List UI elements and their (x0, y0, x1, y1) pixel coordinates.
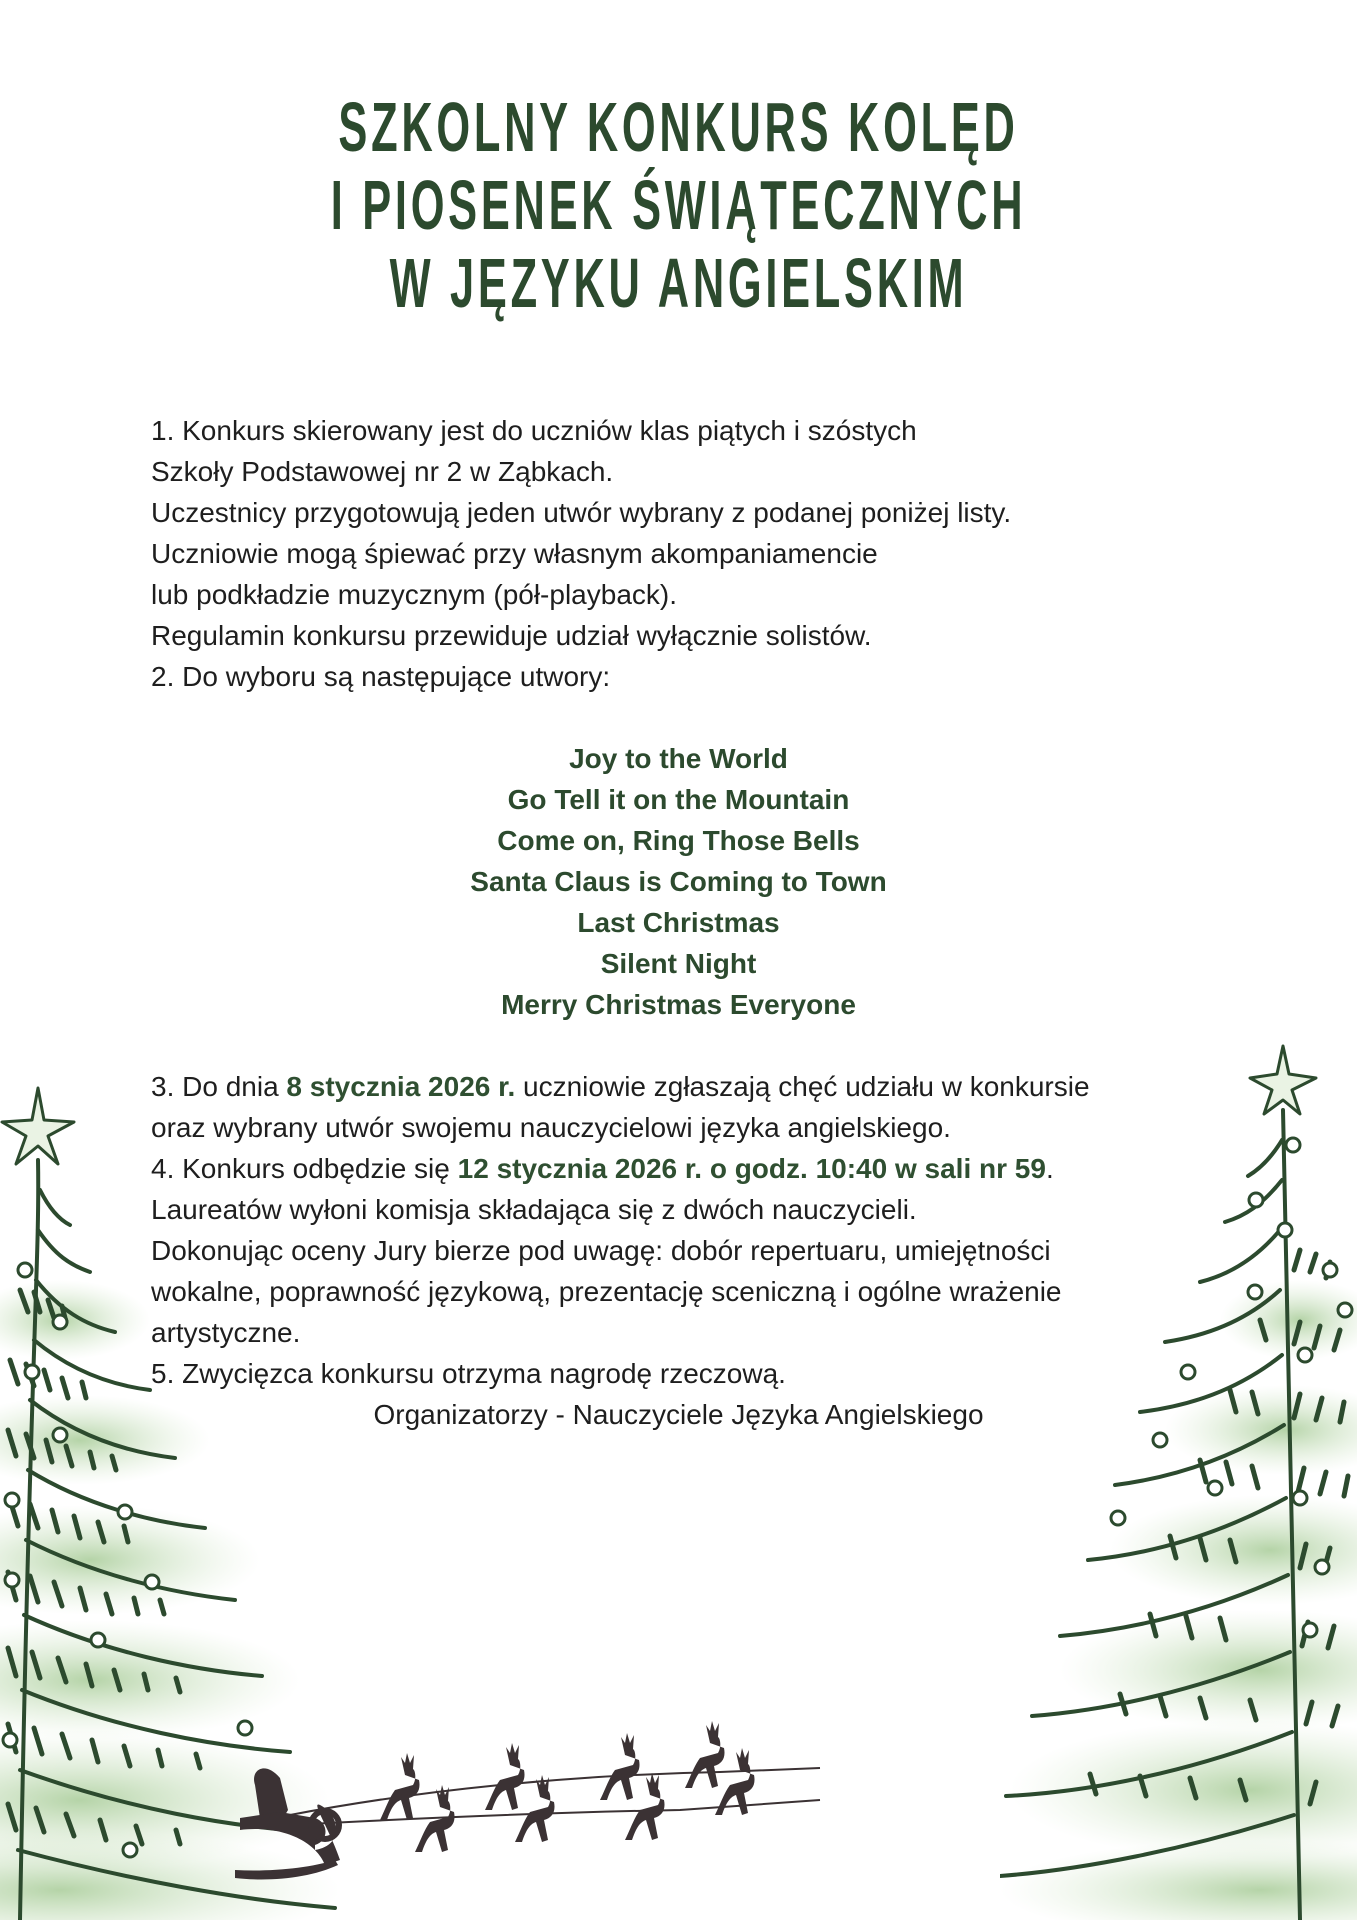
song-item: Merry Christmas Everyone (501, 989, 856, 1020)
rule-3-line-1 (151, 1066, 1231, 1107)
song-item: Last Christmas (577, 907, 780, 938)
rules-body (151, 410, 1231, 1435)
song-item: Santa Claus is Coming to Town (470, 866, 887, 897)
organizers-signature: Organizatorzy - Nauczyciele Języka Angielskiego (373, 1399, 984, 1430)
rule-1-line-3: Uczestnicy przygotowują jeden utwór wybrany z podanej poniżej listy. (151, 497, 1012, 528)
sleigh-icon (235, 1768, 340, 1879)
rule-4-prefix: 4. Konkurs odbędzie się (151, 1153, 458, 1184)
rule-4-line-3: Dokonując oceny Jury bierze pod uwagę: dobór repertuaru, umiejętności (151, 1235, 1051, 1266)
rule-1-line-4: Uczniowie mogą śpiewać przy własnym akompaniamencie (151, 538, 878, 569)
rule-4-line-2: Laureatów wyłoni komisja składająca się z dwóch nauczycieli. (151, 1194, 917, 1225)
star-icon (2, 1088, 74, 1164)
title-line-2: I PIOSENEK ŚWIĄTECZNYCH (330, 166, 1027, 244)
song-item: Silent Night (600, 948, 757, 979)
reindeer-icon (380, 1721, 755, 1852)
song-item: Go Tell it on the Mountain (507, 784, 850, 815)
page-title (0, 88, 1357, 322)
rule-2-intro: 2. Do wyboru są następujące utwory: (151, 661, 611, 692)
rule-1-line-5: lub podkładzie muzycznym (pół-playback). (151, 579, 677, 610)
rule-3-suffix: uczniowie zgłaszają chęć udziału w konkursie (515, 1071, 1090, 1102)
rule-4-suffix: . (1045, 1153, 1054, 1184)
star-icon (1250, 1046, 1316, 1114)
rule-3-line-2: oraz wybrany utwór swojemu nauczycielowi języka angielskiego. (151, 1112, 951, 1143)
rule-3-prefix: 3. Do dnia (151, 1071, 287, 1102)
rule-4-line-5: artystyczne. (151, 1317, 301, 1348)
song-item: Joy to the World (569, 743, 788, 774)
song-list (151, 738, 1206, 1025)
registration-deadline: 8 stycznia 2026 r. (286, 1071, 516, 1102)
rule-1-line-1: 1. Konkurs skierowany jest do uczniów klas piątych i szóstych (151, 415, 917, 446)
rule-1-line-6: Regulamin konkursu przewiduje udział wyłącznie solistów. (151, 620, 872, 651)
title-line-1: SZKOLNY KONKURS KOLĘD (338, 88, 1019, 166)
reins (290, 1768, 820, 1825)
santa-sleigh-reindeer-illustration (220, 1700, 980, 1920)
rule-1-line-2: Szkoły Podstawowej nr 2 w Ząbkach. (151, 456, 614, 487)
song-item: Come on, Ring Those Bells (497, 825, 860, 856)
title-line-3: W JĘZYKU ANGIELSKIM (389, 244, 968, 322)
rule-5: 5. Zwycięzca konkursu otrzyma nagrodę rzeczową. (151, 1358, 786, 1389)
contest-date-time-room: 12 stycznia 2026 r. o godz. 10:40 w sali nr 59 (457, 1153, 1046, 1184)
rule-4-line-4: wokalne, poprawność językową, prezentację sceniczną i ogólne wrażenie (151, 1276, 1062, 1307)
rule-4-line-1 (151, 1148, 1231, 1189)
